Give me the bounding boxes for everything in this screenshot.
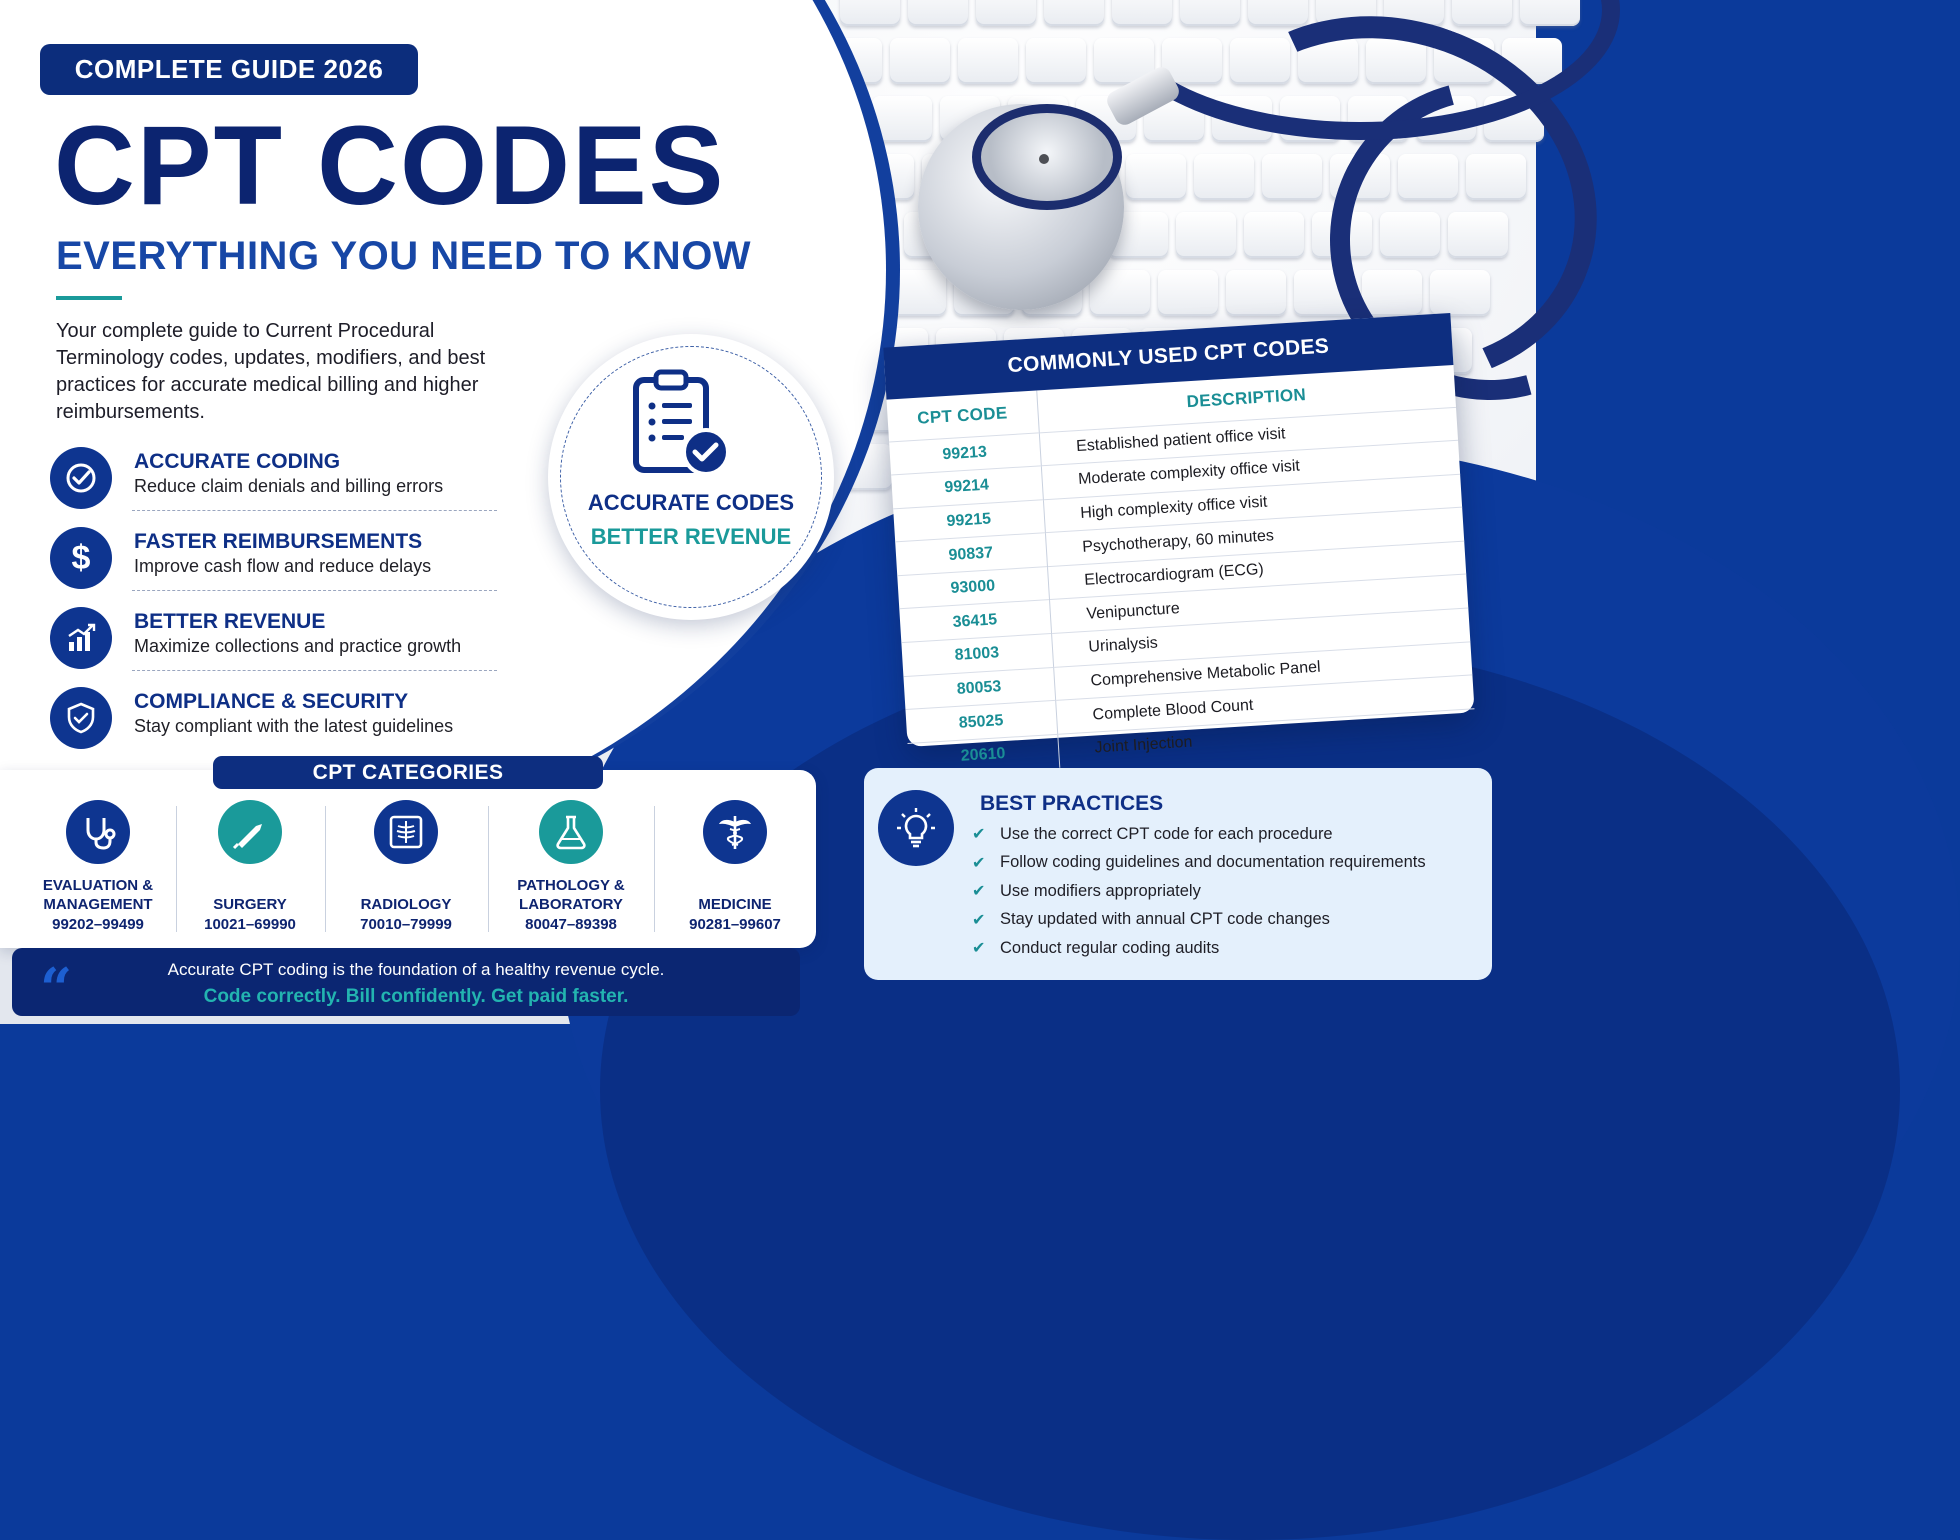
xray-icon [374,800,438,864]
intro-text: Your complete guide to Current Procedural Terminology codes, updates, modifiers, and best practices for accurate medical billing and higher reimbursements. [56,320,486,423]
page-title: CPT CODES [54,103,726,228]
list-item [972,906,1426,935]
category-name: SURGERY [213,896,287,913]
keyboard-key [908,0,968,26]
cpt-code: 93000 [897,567,1049,610]
category-range: 80047–89398 [525,916,617,933]
list-item-text: Use the correct CPT code for each procedure [1000,824,1333,843]
cpt-code: 36415 [899,600,1051,643]
category-separator [488,806,489,932]
category-name: RADIOLOGY [360,896,452,913]
category-range: 70010–79999 [360,916,452,933]
page-subtitle: EVERYTHING YOU NEED TO KNOW [56,234,752,278]
category-pathology-laboratory [491,800,651,940]
cpt-code: 99214 [891,466,1043,509]
best-practices-title: BEST PRACTICES [980,792,1164,815]
caduceus-icon [703,800,767,864]
check-icon: ✔ [972,940,986,958]
table-title: COMMONLY USED CPT CODES [883,313,1453,400]
cpt-description: Venipuncture [1049,575,1468,634]
feature-faster-reimbursements [50,524,510,588]
check-icon: ✔ [972,854,986,872]
cpt-description: Joint Injection [1057,709,1476,768]
feature-title: BETTER REVENUE [134,610,326,633]
list-item-text: Conduct regular coding audits [1000,938,1220,957]
check-circle-icon [50,447,112,509]
category-range: 10021–69990 [204,916,296,933]
list-item-text: Use modifiers appropriately [1000,881,1201,900]
list-item-text: Follow coding guidelines and documentation requirements [1000,853,1426,872]
feature-compliance-security [50,684,510,748]
clipboard-check-icon [630,368,734,481]
quote-line-2: Code correctly. Bill confidently. Get paid faster. [203,986,629,1007]
keyboard-key [840,0,900,26]
feature-desc: Maximize collections and practice growth [134,636,462,656]
stethoscope-center [1039,154,1049,164]
category-name: EVALUATION & MANAGEMENT [42,877,154,913]
dollar-icon: $ [50,527,112,589]
feature-desc: Reduce claim denials and billing errors [134,476,444,496]
badge-line-2: BETTER REVENUE [590,524,792,549]
cpt-description: Psychotherapy, 60 minutes [1045,507,1464,566]
quote-icon: “ [40,956,73,1022]
keyboard-key [1044,0,1104,26]
cpt-code: 81003 [901,634,1053,677]
divider [132,670,497,671]
keyboard-key [1158,270,1218,316]
best-practices-list [972,820,1426,963]
category-name: PATHOLOGY & LABORATORY [517,877,625,913]
list-item [972,849,1426,878]
cpt-code: 80053 [903,667,1055,710]
keyboard-key [976,0,1036,26]
cpt-description: Comprehensive Metabolic Panel [1053,642,1472,701]
list-item [972,934,1426,963]
badge-line-1: ACCURATE CODES [587,490,795,515]
column-header-description: DESCRIPTION [1186,384,1307,412]
category-medicine [655,800,815,940]
keyboard-key [958,38,1018,84]
accent-divider [56,296,122,300]
flask-icon [539,800,603,864]
feature-title: COMPLIANCE & SECURITY [134,690,409,713]
feature-title: FASTER REIMBURSEMENTS [134,530,423,553]
category-radiology [326,800,486,940]
lightbulb-icon [878,790,954,866]
cpt-code: 99215 [893,499,1045,542]
feature-better-revenue [50,604,510,668]
cpt-description: Complete Blood Count [1055,675,1474,734]
list-item-text: Stay updated with annual CPT code changes [1000,910,1330,929]
stethoscope-icon [66,800,130,864]
list-item [972,877,1426,906]
cpt-description: Moderate complexity office visit [1041,440,1460,499]
category-evaluation-management [18,800,178,940]
feature-title: ACCURATE CODING [134,450,341,473]
cpt-description: Electrocardiogram (ECG) [1047,541,1466,600]
guide-badge: COMPLETE GUIDE 2026 [40,44,418,95]
cpt-description: Established patient office visit [1039,407,1458,466]
divider [132,590,497,591]
keyboard-key [890,38,950,84]
cpt-code: 99213 [889,432,1041,475]
keyboard-key [1026,38,1086,84]
check-icon: ✔ [972,826,986,844]
category-range: 90281–99607 [689,916,781,933]
feature-desc: Improve cash flow and reduce delays [134,556,432,576]
list-item [972,820,1426,849]
feature-desc: Stay compliant with the latest guidelines [134,716,454,736]
categories-title: CPT CATEGORIES [213,756,603,789]
category-name: MEDICINE [698,896,772,913]
cpt-code: 85025 [905,701,1057,744]
cpt-codes-table-card [883,313,1474,766]
column-header-code: CPT CODE [886,390,1038,441]
check-icon: ✔ [972,883,986,901]
shield-check-icon [50,687,112,749]
keyboard-key [1090,270,1150,316]
cpt-codes-table [886,365,1476,777]
divider [132,510,497,511]
cpt-code: 90837 [895,533,1047,576]
check-icon: ✔ [972,911,986,929]
category-range: 99202–99499 [52,916,144,933]
feature-accurate-coding [50,444,510,508]
keyboard-key [1126,154,1186,200]
cpt-description: High complexity office visit [1043,474,1462,533]
cpt-code: 20610 [908,734,1060,777]
category-surgery [170,800,330,940]
scalpel-icon [218,800,282,864]
growth-chart-icon [50,607,112,669]
quote-line-1: Accurate CPT coding is the foundation of a healthy revenue cycle. [167,960,665,979]
cpt-description: Urinalysis [1051,608,1470,667]
